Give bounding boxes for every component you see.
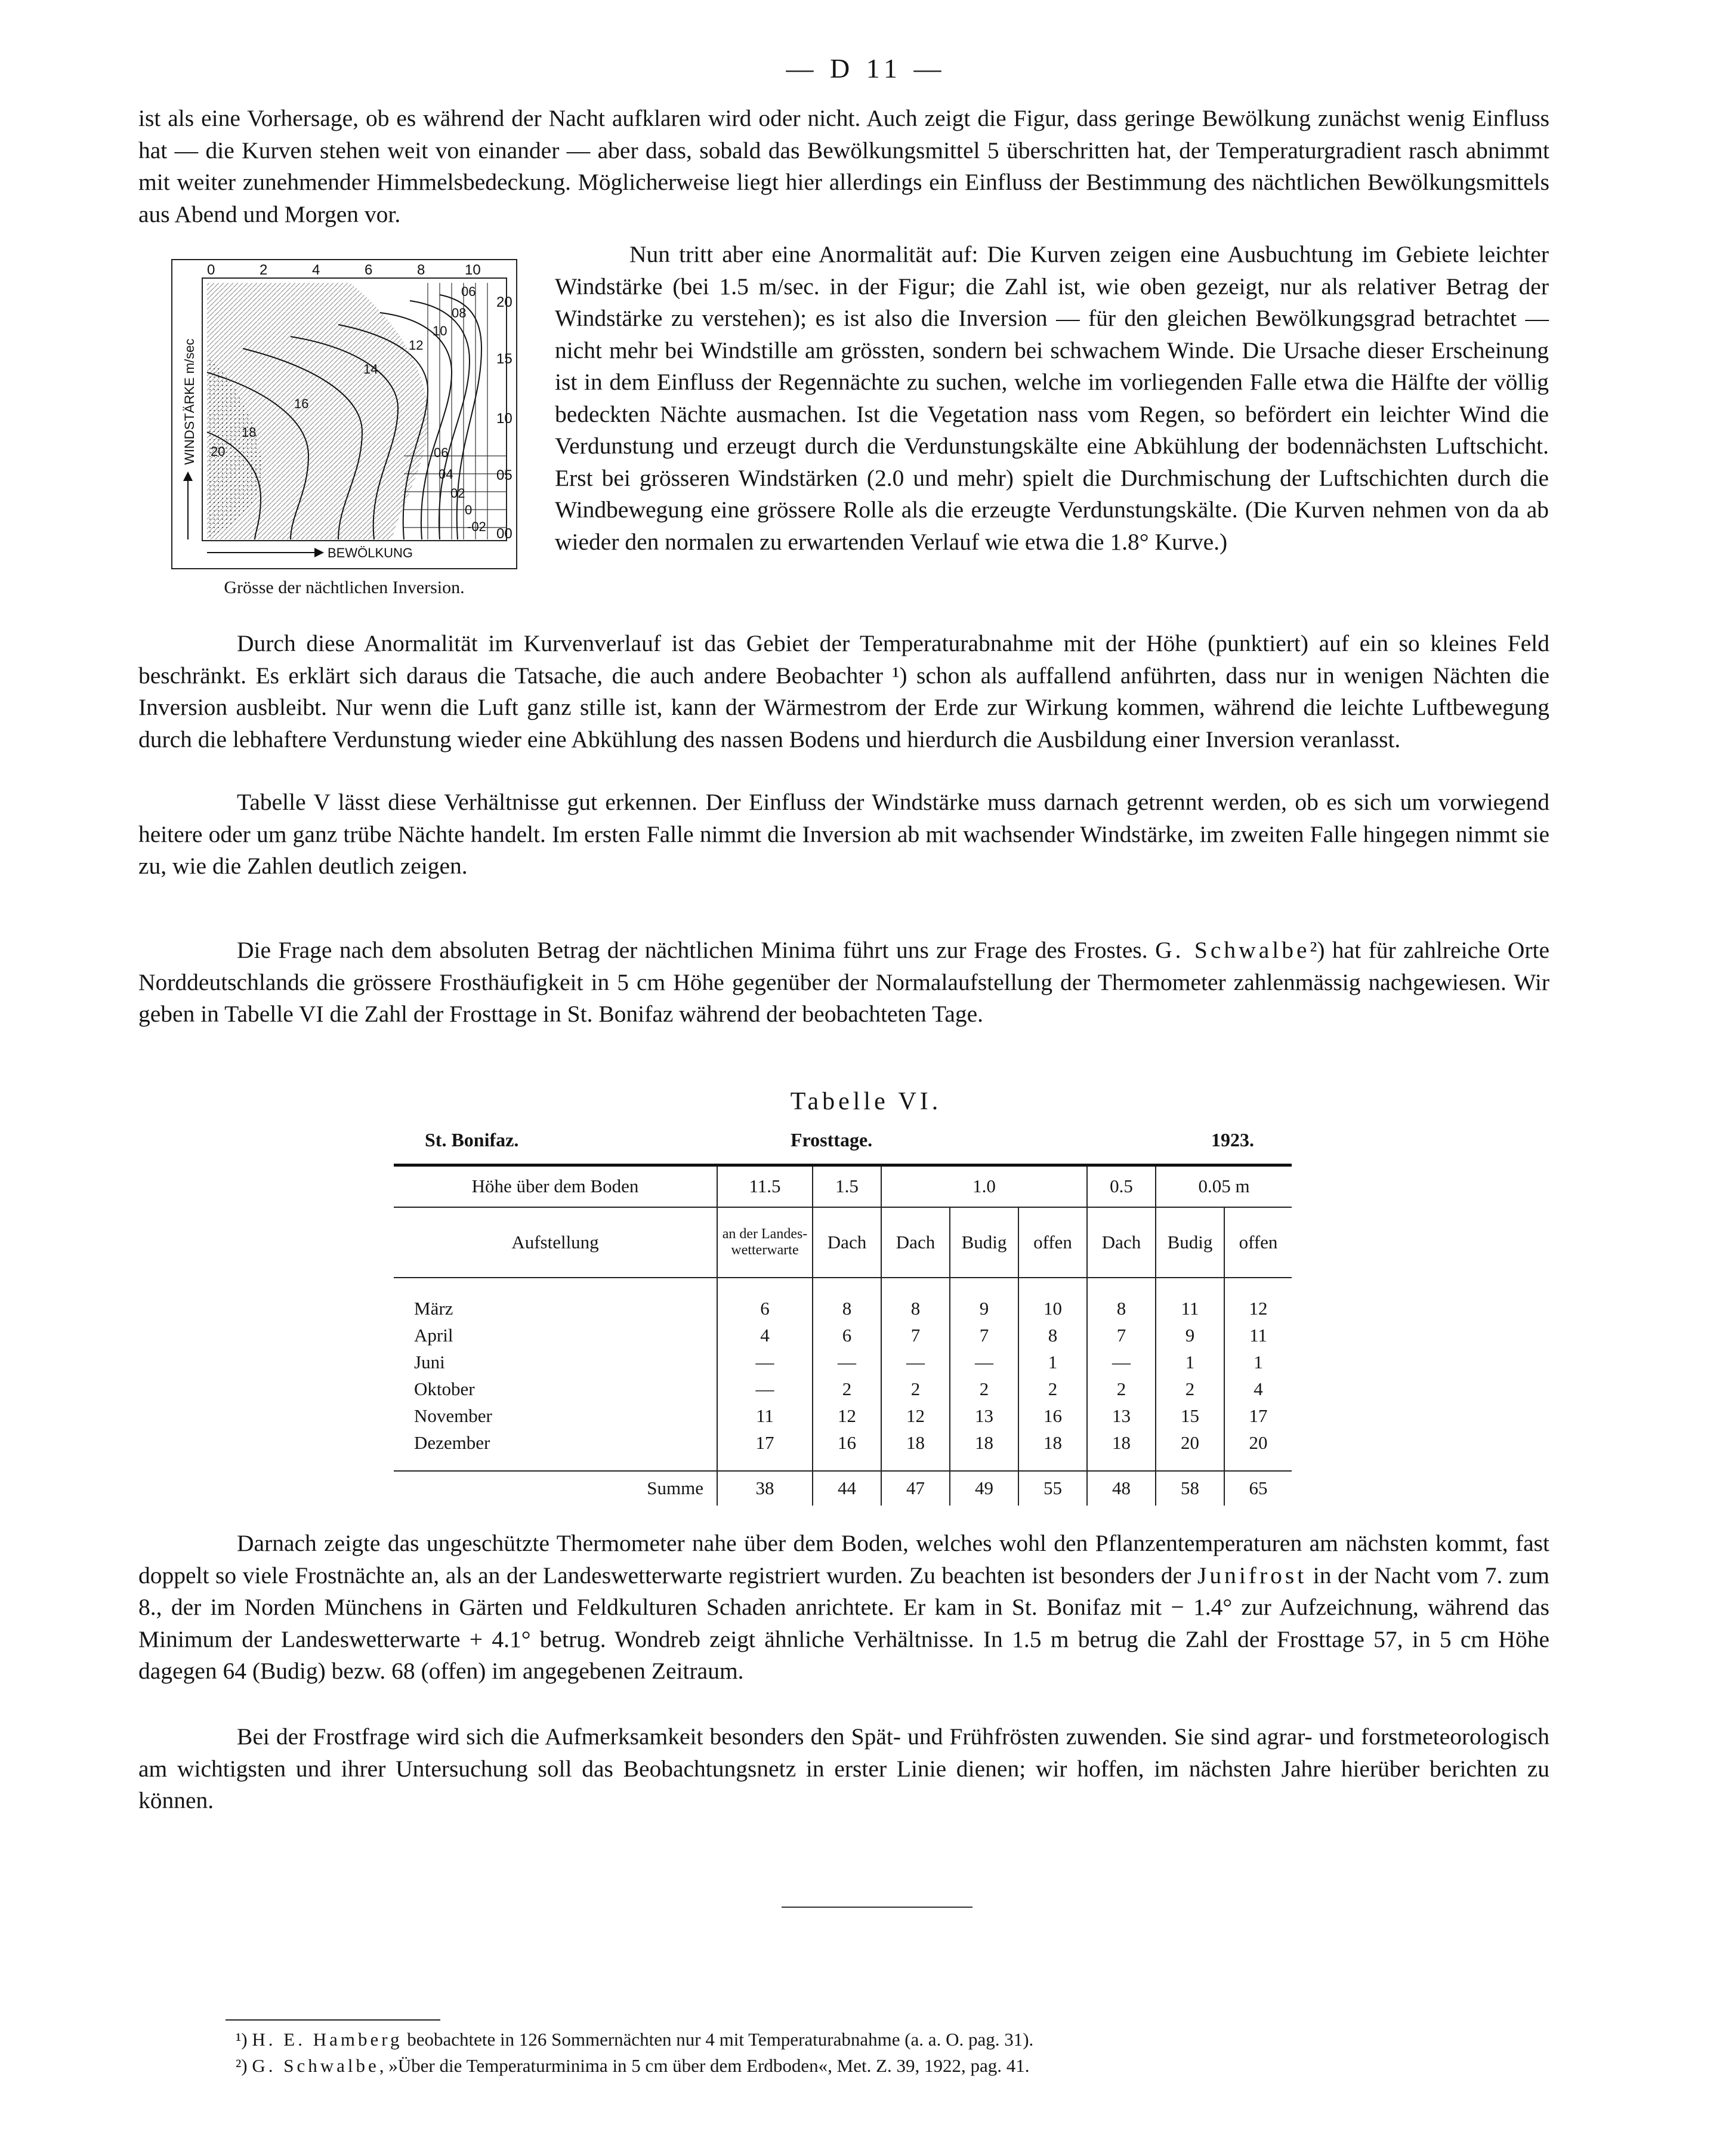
junifrost-term: Junifrost <box>1197 1562 1307 1589</box>
height-label: Höhe über dem Boden <box>394 1165 717 1207</box>
cell: 16 <box>813 1430 881 1457</box>
cell: 20 <box>1224 1430 1292 1457</box>
cell: 16 <box>1018 1403 1087 1430</box>
cell: 9 <box>1156 1322 1224 1349</box>
table-row <box>394 1430 1292 1457</box>
summe-cell: 38 <box>717 1471 813 1506</box>
cell: 12 <box>813 1403 881 1430</box>
frostfrage-paragraph: Bei der Frostfrage wird sich die Aufmerksamkeit besonders den Spät- und Frühfrösten zuwenden. Sie sind agrar- und forstmeteorologisch am wichtigsten und ihrer Untersuchung soll das Beobachtungsnetz in erster Linie dienen; wir hoffen, im nächsten Jahre hierüber berichten zu können. <box>138 1723 1549 1813</box>
summe-label: Summe <box>647 1478 703 1498</box>
table-location: St. Bonifaz. <box>425 1129 519 1151</box>
cell: 8 <box>881 1296 950 1322</box>
tick-top: 6 <box>365 262 373 278</box>
aufstellung-col: Dach <box>813 1207 881 1278</box>
month-label: April <box>414 1325 453 1346</box>
cell: 7 <box>950 1322 1018 1349</box>
cell: 2 <box>1156 1376 1224 1403</box>
cell: 2 <box>881 1376 950 1403</box>
footnote-text: beobachtete in 126 Sommernächten nur 4 mit Temperaturabnahme (a. a. O. pag. 31). <box>407 2029 1034 2050</box>
cell: 11 <box>717 1403 813 1430</box>
height-col: 0.5 <box>1087 1165 1156 1207</box>
anormalitaet-paragraph: Durch diese Anormalität im Kurvenverlauf ist das Gebiet der Temperaturabnahme mit der Höhe (punktiert) auf ein so kleines Feld beschränkt. Es erklärt sich daraus die Tatsache, die auch andere Beobachter ¹) schon als auffallend anführten, dass nur in wenigen Nächten die Inversion ausbleibt. Nur wenn die Luft ganz stille ist, kann der Wärmestrom der Erde zur Wirkung kommen, während die leichte Luftbewegung durch die lebhaftere Verdunstung wieder eine Abkühlung des nassen Bodens und hierdurch die Ausbildung einer Inversion veranlasst. <box>138 630 1549 752</box>
cell: 7 <box>1087 1322 1156 1349</box>
cell: 9 <box>950 1296 1018 1322</box>
curve-label: 14 <box>363 362 378 377</box>
month-label: November <box>414 1405 492 1426</box>
cell: — <box>881 1349 950 1376</box>
cell: — <box>717 1376 813 1403</box>
frage-text: Die Frage nach dem absoluten Betrag der nächtlichen Minima führt uns zur Frage des Frostes. <box>237 937 1148 963</box>
curve-label: 0 <box>465 502 473 517</box>
cell: 17 <box>717 1430 813 1457</box>
cell: 2 <box>1018 1376 1087 1403</box>
tick-right: 05 <box>496 467 513 483</box>
month-label: März <box>414 1298 453 1319</box>
footnote-author: G. Schwalbe <box>252 2055 379 2076</box>
height-col: 0.05 m <box>1156 1165 1292 1207</box>
table-subject: Frosttage. <box>791 1129 873 1151</box>
curve-label: 18 <box>242 425 257 440</box>
cell: — <box>1087 1349 1156 1376</box>
month-label: Dezember <box>414 1432 490 1453</box>
cell: 7 <box>881 1322 950 1349</box>
aufstellung-col: Budig <box>1156 1207 1224 1278</box>
table-row <box>394 1403 1292 1430</box>
aufstellung-col: offen <box>1018 1207 1087 1278</box>
curve-label: 06 <box>434 445 449 460</box>
aufstellung-col: Budig <box>950 1207 1018 1278</box>
cell: 8 <box>1087 1296 1156 1322</box>
curve-label: 12 <box>409 338 424 353</box>
cell: 8 <box>813 1296 881 1322</box>
aufstellung-col: Dach <box>1087 1207 1156 1278</box>
table-row <box>394 1296 1292 1322</box>
aufstellung-col: an der Landes-wetterwarte <box>717 1207 813 1278</box>
cell: 13 <box>1087 1403 1156 1430</box>
table-row <box>394 1376 1292 1403</box>
summe-cell: 65 <box>1224 1471 1292 1506</box>
cell: 18 <box>1087 1430 1156 1457</box>
footnote-author: H. E. Hamberg <box>252 2029 403 2050</box>
tick-top: 8 <box>417 262 425 278</box>
cell: 8 <box>1018 1322 1087 1349</box>
tick-right: 00 <box>496 526 513 542</box>
month-label: Oktober <box>414 1378 475 1399</box>
tick-right: 20 <box>496 294 513 310</box>
footnote-mark: ¹) <box>236 2029 248 2050</box>
aufstellung-col: offen <box>1224 1207 1292 1278</box>
cell: 4 <box>717 1322 813 1349</box>
month-label: Juni <box>414 1352 445 1372</box>
darnach-paragraph <box>138 1528 1549 1688</box>
cell: 18 <box>950 1430 1018 1457</box>
summe-cell: 49 <box>950 1471 1018 1506</box>
cell: 11 <box>1224 1322 1292 1349</box>
summe-cell: 55 <box>1018 1471 1087 1506</box>
curve-label: 20 <box>211 444 226 459</box>
cell: 10 <box>1018 1296 1087 1322</box>
curve-label: 08 <box>452 306 467 320</box>
cell: 1 <box>1224 1349 1292 1376</box>
darnach-text-rest: in der Nacht vom 7. zum 8., der im Norden Münchens in Gärten und Feldkulturen Schaden anrichtete. Er kam in St. Bonifaz mit − 1.4° zur Aufzeichnung, während das Minimum der Landeswetterwarte + 4.1° betrug. Wondreb zeigt ähnliche Verhältnisse. In 1.5 m betrug die Zahl der Frosttage 57, in 5 cm Höhe dagegen 64 (Budig) bezw. 68 (offen) im angegebenen Zeitraum. <box>138 1562 1549 1684</box>
darnach-text: Darnach zeigte das ungeschützte Thermometer nahe über dem Boden, welches wohl den Pflanzentemperaturen am nächsten kommt, fast doppelt so viele Frostnächte an, als an der Landeswetterwarte registriert wurden. Zu beachten ist besonders der <box>138 1530 1549 1589</box>
tick-top: 2 <box>260 262 268 278</box>
cell: — <box>950 1349 1018 1376</box>
curve-label: -02 <box>467 519 486 534</box>
tick-top: 10 <box>465 262 481 278</box>
summe-cell: 47 <box>881 1471 950 1506</box>
summe-cell: 44 <box>813 1471 881 1506</box>
cell: 1 <box>1018 1349 1087 1376</box>
cell: — <box>717 1349 813 1376</box>
cell: 2 <box>1087 1376 1156 1403</box>
figure-caption: Grösse der nächtlichen Inversion. <box>224 578 465 597</box>
cell: 2 <box>950 1376 1018 1403</box>
table-year: 1923. <box>1211 1129 1254 1151</box>
x-axis-label: BEWÖLKUNG <box>328 545 413 560</box>
curve-label: 06 <box>461 284 476 299</box>
tabelle-v-paragraph: Tabelle V lässt diese Verhältnisse gut erkennen. Der Einfluss der Windstärke muss darnach getrennt werden, ob es sich um vorwiegend heitere oder um ganz trübe Nächte handelt. Im ersten Falle nimmt die Inversion ab mit wachsender Windstärke, im zweiten Falle hingegen nimmt sie zu, wie die Zahlen deutlich zeigen. <box>138 789 1549 879</box>
cell: 6 <box>717 1296 813 1322</box>
tick-right: 10 <box>496 411 513 427</box>
curve-label: 04 <box>439 467 453 482</box>
summe-cell: 58 <box>1156 1471 1224 1506</box>
right-column-text: Nun tritt aber eine Anormalität auf: Die Kurven zeigen eine Ausbuchtung im Gebiete leichter Windstärke (bei 1.5 m/sec. in der Figur; die Zahl ist, wie oben gezeigt, nur als relativer Betrag der Windstärke zu verstehen); es ist also die Inversion — für den gleichen Bewölkungsgrad betrachtet — nicht mehr bei Windstille am grössten, sondern bei schwachem Winde. Die Ursache dieser Erscheinung ist in dem Einfluss der Regennächte zu suchen, welche im vorliegenden Falle etwa die Hälfte der völlig bedeckten Nächte ausmachen. Ist die Vegetation nass vom Regen, so befördert ein leichter Wind die Verdunstung und erzeugt durch die Verdunstungskälte eine Abkühlung der bodennächsten Luftschicht. Erst bei grösseren Windstärken (2.0 und mehr) spielt die Durchmischung der Luftschichten durch die Windbewegung eine grössere Rolle als die erzeugte Verdunstungskälte. (Die Kurven nehmen von da ab wieder den normalen zu erwartenden Verlauf wie etwa die 1.8° Kurve.) <box>555 241 1549 555</box>
end-rule <box>782 1907 972 1908</box>
cell: 13 <box>950 1403 1018 1430</box>
footnote-rule <box>226 2019 440 2021</box>
summe-row <box>394 1471 1292 1506</box>
curve-label: 02 <box>450 486 465 501</box>
cell: 18 <box>1018 1430 1087 1457</box>
tick-right: 15 <box>496 351 513 367</box>
footnote-text: , »Über die Temperaturminima in 5 cm über dem Erdboden«, Met. Z. 39, 1922, pag. 41. <box>379 2055 1030 2076</box>
y-axis-label: WINDSTÄRKE m/sec <box>182 338 197 465</box>
aufstellung-label: Aufstellung <box>394 1207 717 1278</box>
intro-paragraph: ist als eine Vorhersage, ob es während der Nacht aufklaren wird oder nicht. Auch zeigt die Figur, dass geringe Bewölkung zunächst wenig Einfluss hat — die Kurven stehen weit von einander — aber dass, sobald das Bewölkungsmittel 5 überschritten hat, der Temperaturgradient rasch abnimmt mit weiter zunehmender Himmelsbedeckung. Möglicherweise liegt hier allerdings ein Einfluss der Bestimmung des nächtlichen Bewölkungsmittels aus Abend und Morgen vor. <box>138 105 1549 227</box>
cell: 18 <box>881 1430 950 1457</box>
cell: 2 <box>813 1376 881 1403</box>
frage-text-rest: ²) hat für zahlreiche Orte Norddeutschlands die grössere Frosthäufigkeit in 5 cm Höhe gegenüber der Normalaufstellung der Thermometer zahlenmässig nachgewiesen. Wir geben in Tabelle VI die Zahl der Frosttage in St. Bonifaz während der beobachteten Tage. <box>138 937 1550 1027</box>
author-name: G. Schwalbe <box>1155 937 1310 963</box>
cell: 12 <box>881 1403 950 1430</box>
cell: — <box>813 1349 881 1376</box>
table-row <box>394 1349 1292 1376</box>
cell: 6 <box>813 1322 881 1349</box>
table-row <box>394 1322 1292 1349</box>
height-col: 1.5 <box>813 1165 881 1207</box>
cell: 12 <box>1224 1296 1292 1322</box>
inversion-figure <box>171 259 517 569</box>
frosttage-table <box>394 1164 1292 1506</box>
curve-label: 10 <box>433 323 447 338</box>
summe-cell: 48 <box>1087 1471 1156 1506</box>
curve-label: 16 <box>294 396 309 411</box>
cell: 20 <box>1156 1430 1224 1457</box>
height-col: 1.0 <box>881 1165 1087 1207</box>
frage-paragraph <box>138 934 1549 1031</box>
page-number: — D 11 — <box>786 53 946 84</box>
footnote-mark: ²) <box>236 2055 248 2076</box>
footnote-2 <box>236 2054 1030 2078</box>
cell: 4 <box>1224 1376 1292 1403</box>
footnote-1 <box>236 2028 1033 2052</box>
tick-top: 0 <box>207 262 215 278</box>
cell: 1 <box>1156 1349 1224 1376</box>
cell: 15 <box>1156 1403 1224 1430</box>
cell: 11 <box>1156 1296 1224 1322</box>
table-title: Tabelle VI. <box>790 1088 942 1115</box>
inversion-diagram <box>171 259 517 569</box>
height-col: 11.5 <box>717 1165 813 1207</box>
cell: 17 <box>1224 1403 1292 1430</box>
tick-top: 4 <box>312 262 320 278</box>
aufstellung-col: Dach <box>881 1207 950 1278</box>
